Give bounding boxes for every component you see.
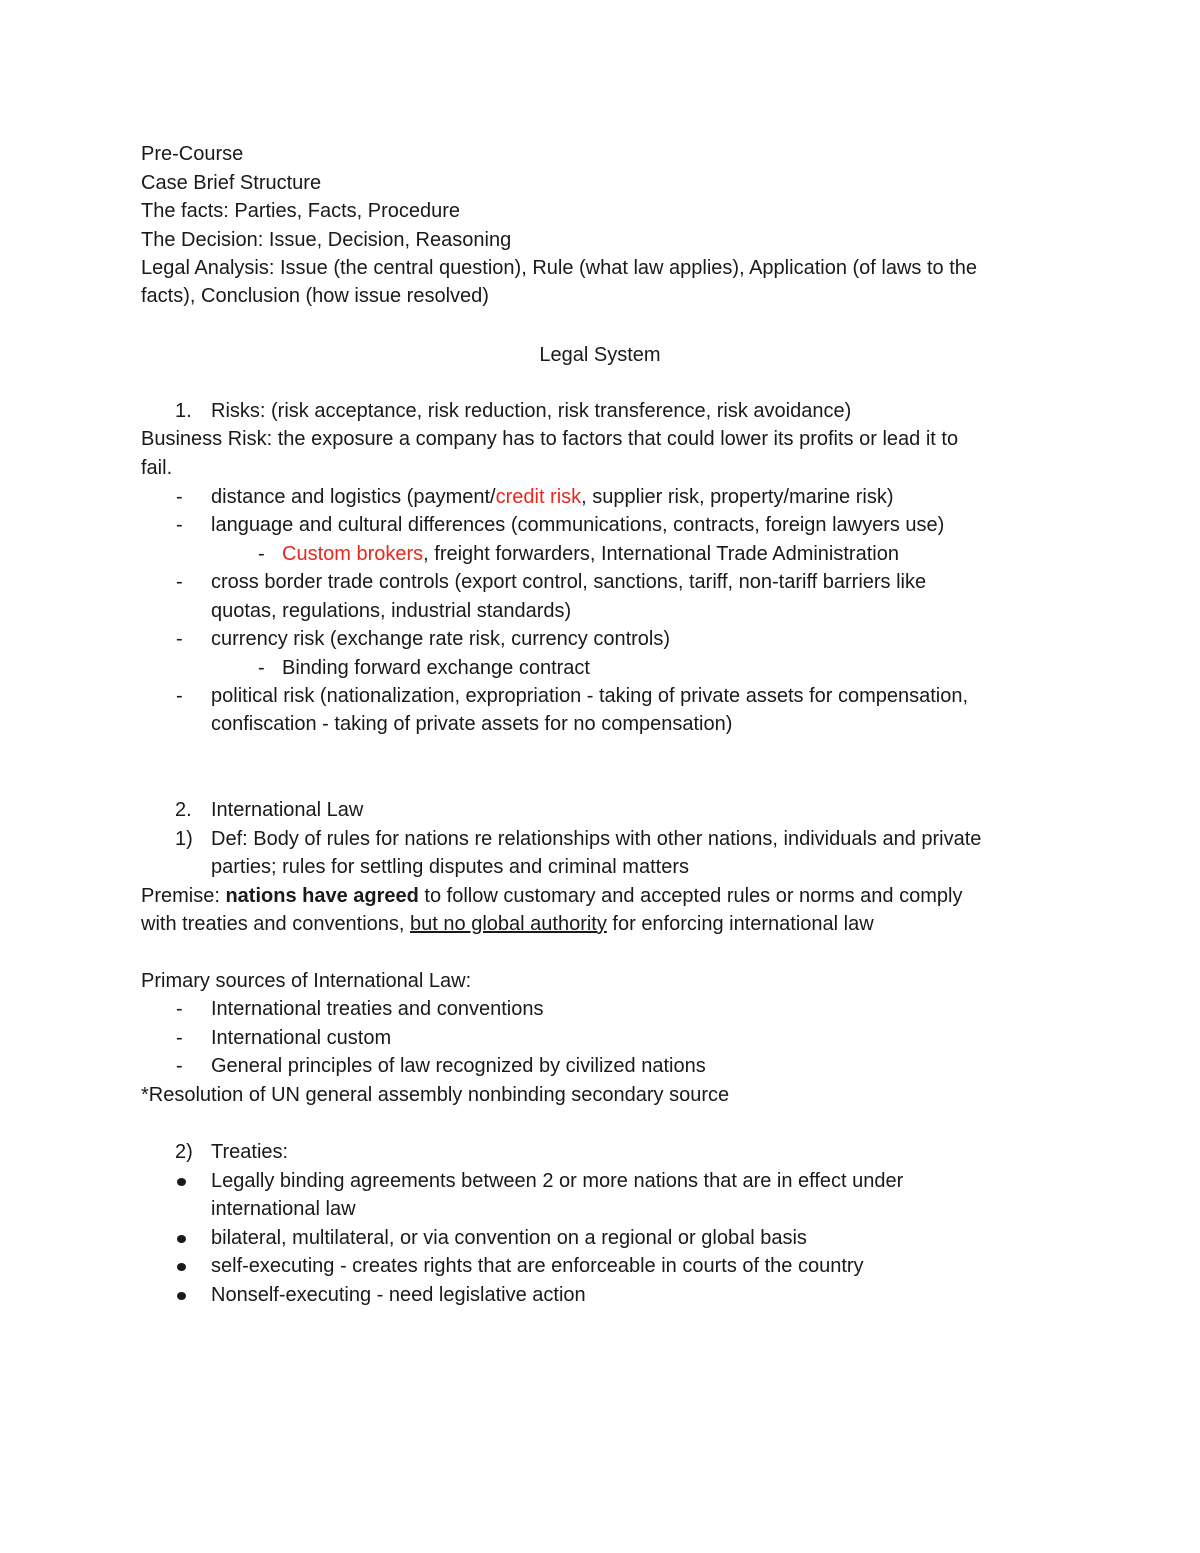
legal-analysis-line-1: Legal Analysis: Issue (the central question), Rule (what law applies), Application (of laws to the	[141, 257, 977, 279]
list-number: 2.	[175, 799, 192, 821]
bullet-icon	[177, 1235, 186, 1243]
dash-marker: -	[176, 514, 183, 536]
risks-heading: Risks: (risk acceptance, risk reduction, risk transference, risk avoidance)	[211, 400, 852, 422]
bullet-icon	[177, 1263, 186, 1271]
sub-list-item: Custom brokers, freight forwarders, International Trade Administration	[282, 543, 899, 565]
legal-analysis-line-2: facts), Conclusion (how issue resolved)	[141, 285, 489, 307]
list-item: political risk (nationalization, expropriation - taking of private assets for compensation,	[211, 685, 969, 707]
dash-marker: -	[176, 685, 183, 707]
premise-line-2: with treaties and conventions, but no global authority for enforcing international law	[141, 913, 874, 935]
list-item: International custom	[211, 1027, 392, 1049]
bullet-icon	[177, 1292, 186, 1300]
list-item: bilateral, multilateral, or via convention on a regional or global basis	[211, 1227, 807, 1249]
highlight-credit-risk: credit risk	[495, 486, 582, 508]
treaties-heading: Treaties:	[211, 1141, 289, 1163]
business-risk-line-2: fail.	[141, 457, 173, 479]
list-item: cross border trade controls (export control, sanctions, tariff, non-tariff barriers like	[211, 571, 927, 593]
dash-marker: -	[176, 1055, 183, 1077]
case-brief-structure: Case Brief Structure	[141, 172, 322, 194]
business-risk-line-1: Business Risk: the exposure a company has to factors that could lower its profits or lead it to	[141, 428, 959, 450]
list-item: currency risk (exchange rate risk, currency controls)	[211, 628, 671, 650]
list-number: 1.	[175, 400, 192, 422]
list-item: Legally binding agreements between 2 or more nations that are in effect under	[211, 1170, 904, 1192]
list-item-continued: international law	[211, 1198, 356, 1220]
underline-no-global-authority: but no global authority	[410, 913, 607, 935]
emphasis-nations-agreed: nations have agreed	[225, 885, 419, 907]
dash-marker: -	[258, 657, 265, 679]
list-item: self-executing - creates rights that are enforceable in courts of the country	[211, 1255, 864, 1277]
list-item: International treaties and conventions	[211, 998, 544, 1020]
dash-marker: -	[176, 571, 183, 593]
sources-heading: Primary sources of International Law:	[141, 970, 472, 992]
list-number: 2)	[175, 1141, 193, 1163]
dash-marker: -	[176, 628, 183, 650]
intl-law-heading: International Law	[211, 799, 364, 821]
dash-marker: -	[176, 1027, 183, 1049]
list-number: 1)	[175, 828, 193, 850]
definition-line-2: parties; rules for settling disputes and criminal matters	[211, 856, 689, 878]
title-pre-course: Pre-Course	[141, 143, 244, 165]
dash-marker: -	[258, 543, 265, 565]
decision-line: The Decision: Issue, Decision, Reasoning	[141, 229, 512, 251]
sub-list-item: Binding forward exchange contract	[282, 657, 590, 679]
secondary-source-note: *Resolution of UN general assembly nonbinding secondary source	[141, 1084, 730, 1106]
list-item: Nonself-executing - need legislative action	[211, 1284, 586, 1306]
list-item-continued: confiscation - taking of private assets for no compensation)	[211, 713, 733, 735]
dash-marker: -	[176, 998, 183, 1020]
list-item: distance and logistics (payment/credit risk, supplier risk, property/marine risk)	[211, 486, 894, 508]
list-item: language and cultural differences (communications, contracts, foreign lawyers use)	[211, 514, 945, 536]
facts-line: The facts: Parties, Facts, Procedure	[141, 200, 461, 222]
section-title: Legal System	[539, 344, 661, 366]
definition-line-1: Def: Body of rules for nations re relationships with other nations, individuals and private	[211, 828, 982, 850]
list-item: General principles of law recognized by civilized nations	[211, 1055, 706, 1077]
premise-line-1: Premise: nations have agreed to follow customary and accepted rules or norms and comply	[141, 885, 963, 907]
dash-marker: -	[176, 486, 183, 508]
highlight-custom-brokers: Custom brokers	[282, 543, 424, 565]
bullet-icon	[177, 1178, 186, 1186]
list-item-continued: quotas, regulations, industrial standards)	[211, 600, 572, 622]
